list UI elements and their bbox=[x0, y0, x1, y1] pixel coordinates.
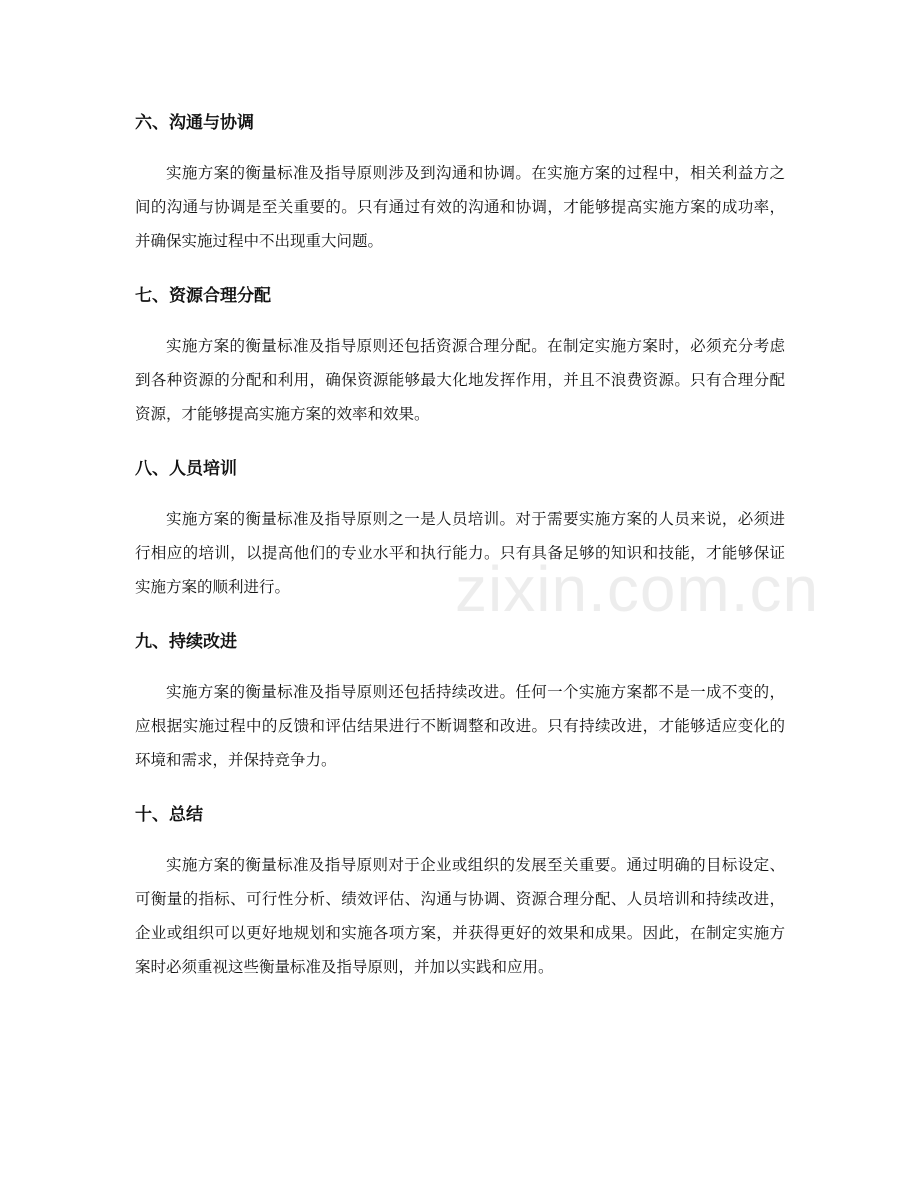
section-paragraph-summary: 实施方案的衡量标准及指导原则对于企业或组织的发展至关重要。通过明确的目标设定、可衡量的指标、可行性分析、绩效评估、沟通与协调、资源合理分配、人员培训和持续改进，企业或组织可以更好地规划和实施各项方案，并获得更好的效果和成果。因此，在制定实施方案时必须重视这些衡量标准及指导原则，并加以实践和应用。 bbox=[135, 856, 785, 976]
section-paragraph-resource-allocation: 实施方案的衡量标准及指导原则还包括资源合理分配。在制定实施方案时，必须充分考虑到各种资源的分配和利用，确保资源能够最大化地发挥作用，并且不浪费资源。只有合理分配资源，才能够提高实施方案的效率和效果。 bbox=[135, 337, 785, 423]
section-heading-continuous-improvement: 九、持续改进 bbox=[135, 632, 237, 652]
section-heading-communication: 六、沟通与协调 bbox=[135, 113, 254, 133]
section-heading-resource-allocation: 七、资源合理分配 bbox=[135, 286, 271, 306]
watermark: zixin.com.cn bbox=[455, 553, 820, 625]
section-paragraph-continuous-improvement: 实施方案的衡量标准及指导原则还包括持续改进。任何一个实施方案都不是一成不变的，应根据实施过程中的反馈和评估结果进行不断调整和改进。只有持续改进，才能够适应变化的环境和需求，并保持竞争力。 bbox=[135, 683, 785, 769]
section-heading-summary: 十、总结 bbox=[135, 805, 203, 825]
section-paragraph-training: 实施方案的衡量标准及指导原则之一是人员培训。对于需要实施方案的人员来说，必须进行相应的培训，以提高他们的专业水平和执行能力。只有具备足够的知识和技能，才能够保证实施方案的顺利进行。 bbox=[135, 510, 785, 596]
section-heading-training: 八、人员培训 bbox=[135, 459, 237, 479]
section-paragraph-communication: 实施方案的衡量标准及指导原则涉及到沟通和协调。在实施方案的过程中，相关利益方之间的沟通与协调是至关重要的。只有通过有效的沟通和协调，才能够提高实施方案的成功率，并确保实施过程中不出现重大问题。 bbox=[135, 164, 785, 250]
